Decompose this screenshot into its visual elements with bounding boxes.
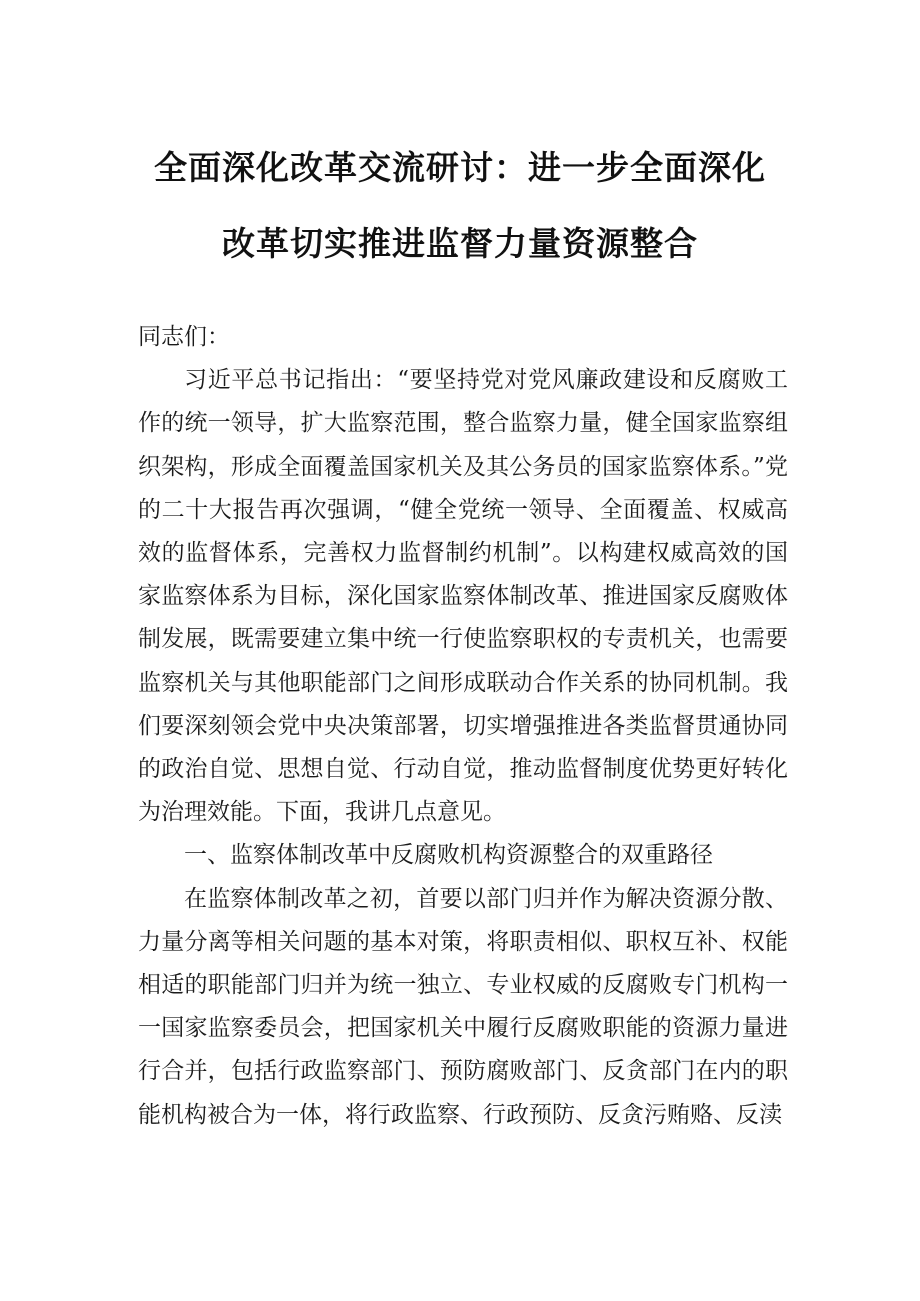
- section-heading-1: 一、监察体制改革中反腐败机构资源整合的双重路径: [184, 842, 713, 869]
- document-title-line-2: 改革切实推进监督力量资源整合: [222, 224, 698, 263]
- document-body: [138, 316, 788, 1137]
- paragraph-section-1: 在监察体制改革之初，首要以部门归并作为解决资源分散、力量分离等相关问题的基本对策，将职责相似、职权互补、权能相适的职能部门归并为统一独立、专业权威的反腐败专门机构一一国家监察委员会，把国家机关中履行反腐败职能的资源力量进行合并，包括行政监察部门、预防腐败部门、反贪部门在内的职能机构被合为一体，将行政监察、行政预防、反贪污贿赂、反渎: [138, 885, 788, 1128]
- paragraph-intro: 习近平总书记指出：“要坚持党对党风廉政建设和反腐败工作的统一领导，扩大监察范围，整合监察力量，健全国家监察组织架构，形成全面覆盖国家机关及其公务员的国家监察体系。”党的二十大报告再次强调，“健全党统一领导、全面覆盖、权威高效的监督体系，完善权力监督制约机制”。以构建权威高效的国家监察体系为目标，深化国家监察体制改革、推进国家反腐败体制发展，既需要建立集中统一行使监察职权的专责机关，也需要监察机关与其他职能部门之间形成联动合作关系的协同机制。我们要深刻领会党中央决策部署，切实增强推进各类监督贯通协同的政治自觉、思想自觉、行动自觉，推动监督制度优势更好转化为治理效能。下面，我讲几点意见。: [138, 367, 788, 826]
- salutation: 同志们：: [138, 324, 230, 350]
- document-title-line-1: 全面深化改革交流研讨：进一步全面深化: [154, 148, 766, 187]
